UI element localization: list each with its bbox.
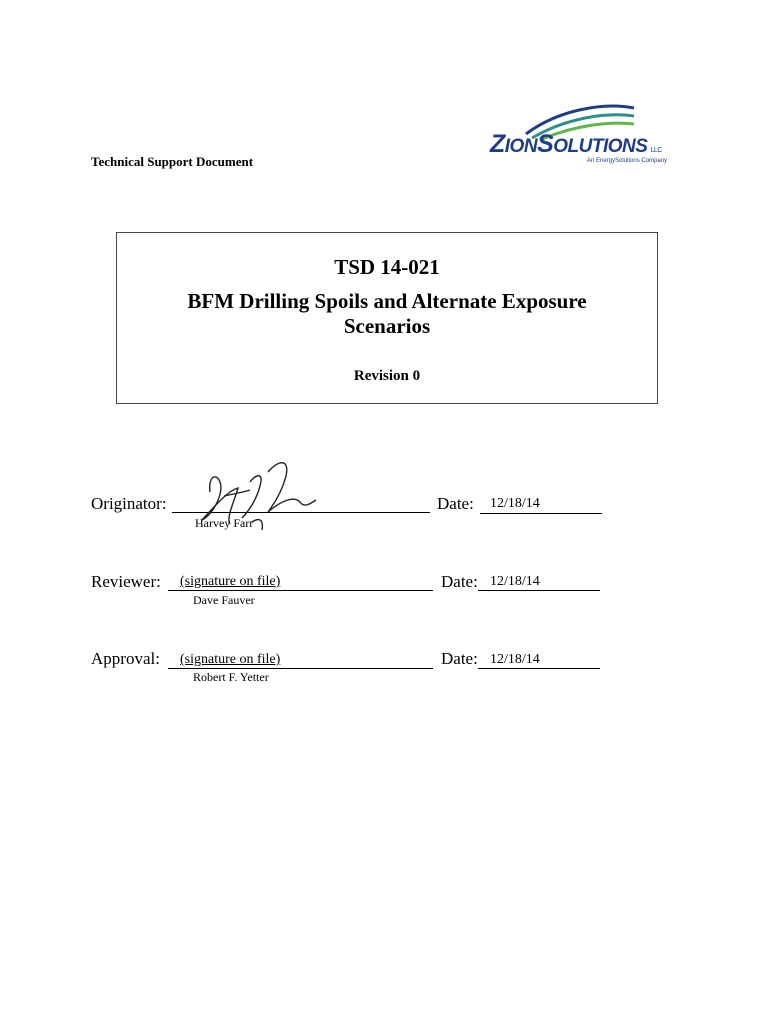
originator-date-label: Date: — [437, 494, 474, 513]
approval-date-line — [478, 668, 600, 669]
approval-label: Approval: — [91, 649, 160, 668]
approval-date: 12/18/14 — [490, 652, 540, 667]
originator-date: 12/18/14 — [490, 496, 540, 511]
reviewer-label: Reviewer: — [91, 572, 161, 591]
document-title: BFM Drilling Spoils and Alternate Exposure Scenarios — [187, 289, 587, 338]
logo-tagline: An EnergySolutions Company — [587, 158, 668, 164]
revision-label: Revision 0 — [353, 368, 421, 384]
reviewer-date: 12/18/14 — [490, 574, 540, 589]
reviewer-name: Dave Fauver — [193, 593, 255, 607]
reviewer-date-label: Date: — [441, 572, 478, 591]
originator-label: Originator: — [91, 494, 167, 513]
approval-date-label: Date: — [441, 649, 478, 668]
approval-name: Robert F. Yetter — [193, 670, 269, 684]
reviewer-signature-text: (signature on file) — [180, 574, 281, 589]
approval-signature-line — [168, 668, 433, 669]
reviewer-signature-line — [168, 590, 433, 591]
logo-wordmark: ZIONSOLUTIONS LLC — [490, 130, 662, 158]
approval-signature-text: (signature on file) — [180, 652, 281, 667]
reviewer-date-line — [478, 590, 600, 591]
document-type-label: Technical Support Document — [91, 154, 254, 169]
originator-date-line — [480, 513, 602, 514]
company-logo — [488, 100, 688, 172]
title-box — [116, 232, 658, 404]
originator-name: Harvey Farr — [195, 516, 254, 530]
document-number: TSD 14-021 — [334, 255, 440, 279]
